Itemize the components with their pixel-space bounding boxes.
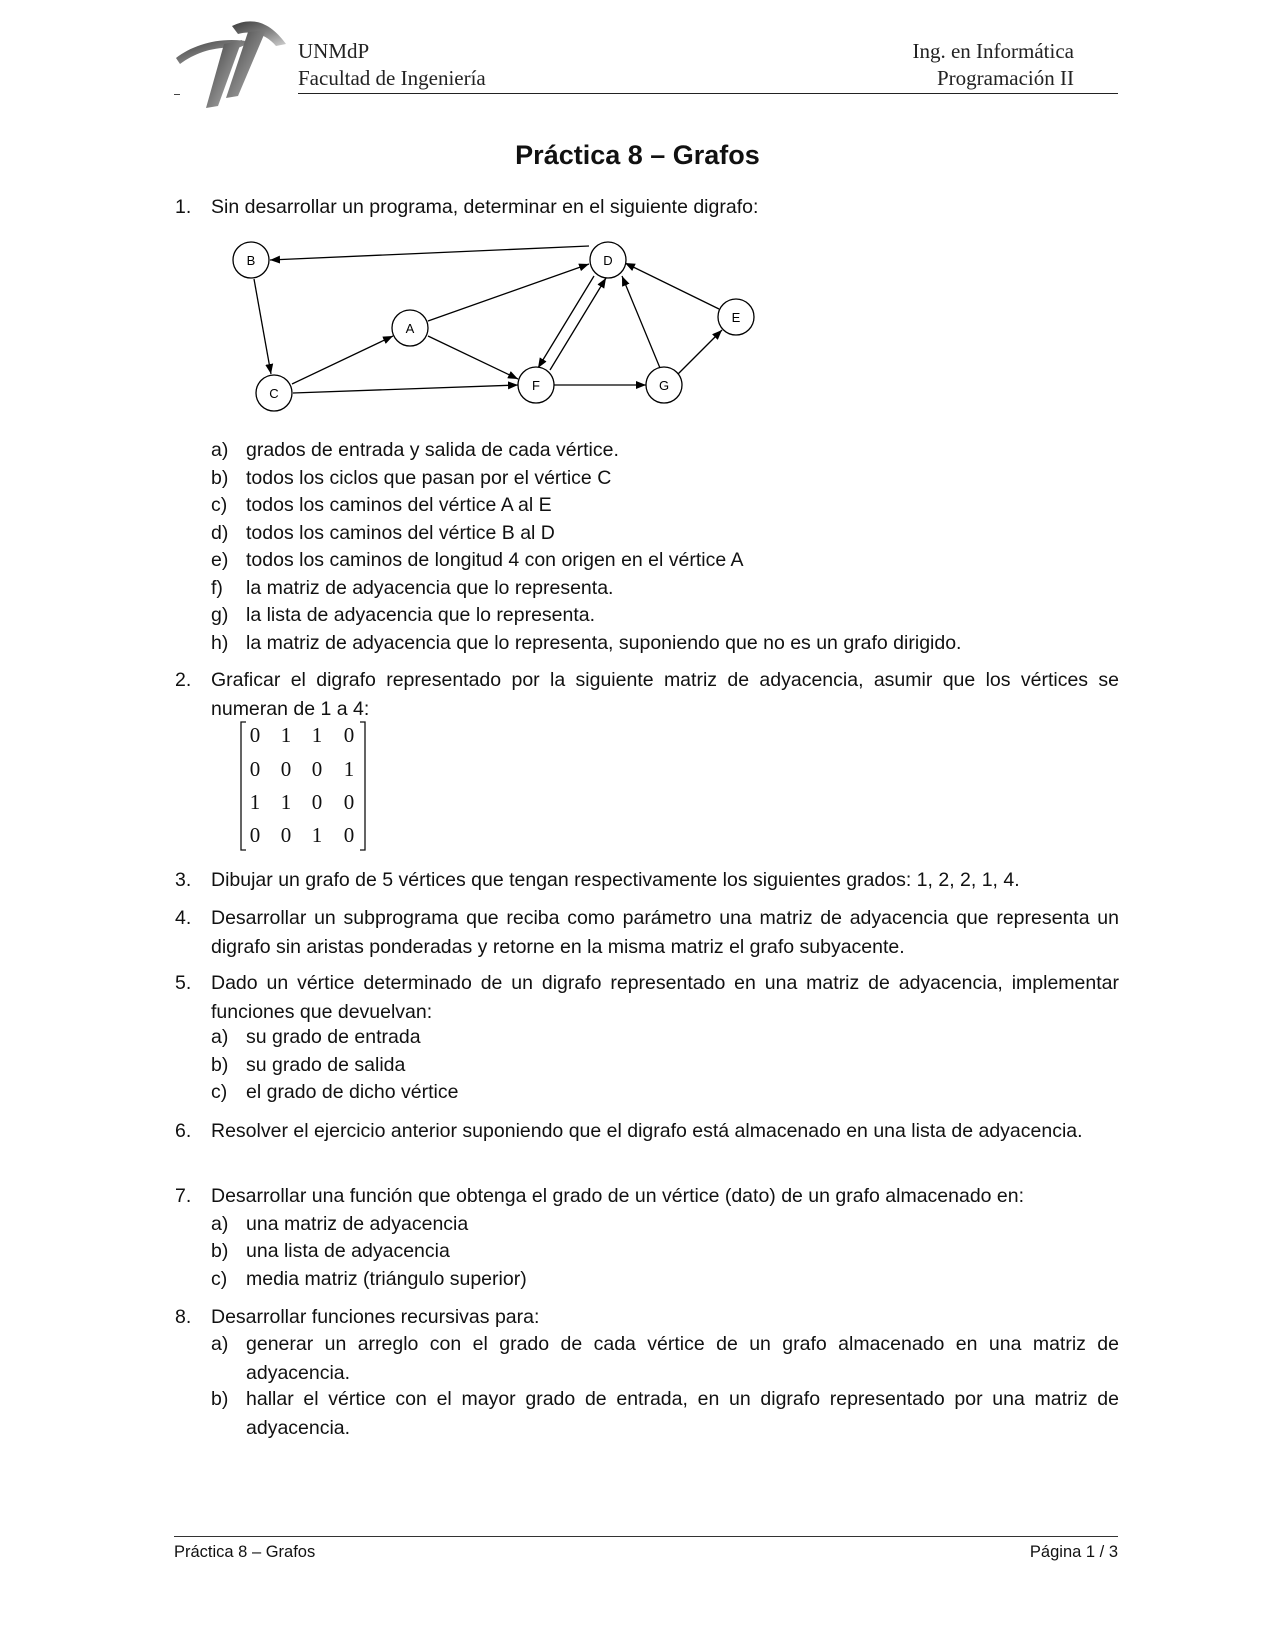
edge-d-f: [538, 276, 594, 368]
matrix-cell: 1: [249, 790, 261, 814]
matrix-cell: 0: [343, 723, 355, 747]
exercise-text: Resolver el ejercicio anterior suponiendo que el digrafo está almacenado en una lista de adyacencia.: [211, 1120, 1083, 1142]
matrix-cell: 0: [249, 757, 261, 781]
header-tick: [174, 94, 180, 95]
list-item: a) grados de entrada y salida de cada vértice.: [211, 439, 619, 461]
list-item: c) todos los caminos del vértice A al E: [211, 494, 552, 516]
matrix-cell: 0: [280, 823, 292, 847]
exercise-number: 4.: [175, 907, 192, 929]
exercise-number: 5.: [175, 972, 192, 994]
page-title: Práctica 8 – Grafos: [515, 140, 760, 170]
digraph-figure: [225, 235, 770, 420]
svg-text:C: C: [269, 386, 279, 401]
matrix-cell: 1: [280, 723, 292, 747]
list-item: a) generar un arreglo con el grado de cada vértice de un grafo almacenado en una matriz de adyacencia.: [211, 1333, 1119, 1384]
footer-page-number: Página 1 / 3: [1029, 1543, 1118, 1561]
list-item: d) todos los caminos del vértice B al D: [211, 521, 555, 544]
list-item: h) la matriz de adyacencia que lo representa, suponiendo que no es un grafo dirigido.: [211, 631, 962, 654]
matrix-cell: 1: [311, 823, 323, 847]
header-rule: [298, 93, 1118, 94]
list-item: a) su grado de entrada: [211, 1026, 421, 1048]
list-item: b) hallar el vértice con el mayor grado de entrada, en un digrafo representado por una matriz de adyacencia.: [211, 1388, 1119, 1439]
edge-f-d: [550, 278, 606, 370]
list-item: b) todos los ciclos que pasan por el vértice C: [211, 466, 612, 489]
matrix-cell: 1: [343, 757, 355, 781]
list-item: b) una lista de adyacencia: [211, 1240, 450, 1262]
vertex-f: [518, 367, 554, 403]
adjacency-matrix: [238, 719, 368, 853]
exercise-6: [175, 1117, 1119, 1146]
vertex-c: [256, 375, 292, 411]
exercise-number: 6.: [175, 1120, 192, 1142]
matrix-cell: 1: [280, 790, 292, 814]
exercise-number: 7.: [175, 1185, 192, 1207]
edge-a-d: [428, 264, 589, 321]
page-header: [174, 14, 1118, 114]
matrix-cell: 0: [343, 790, 355, 814]
list-item: c) el grado de dicho vértice: [211, 1081, 459, 1103]
list-item: g) la lista de adyacencia que lo representa.: [211, 604, 596, 626]
exercise-5: [175, 969, 1119, 1026]
exercise-4: [175, 904, 1119, 961]
exercise-number: 3.: [175, 869, 192, 891]
matrix-cell: 0: [311, 757, 323, 781]
edge-e-d: [625, 263, 719, 309]
list-item: e) todos los caminos de longitud 4 con origen en el vértice A: [211, 549, 744, 571]
vertex-a: [392, 310, 428, 346]
edge-g-d: [622, 276, 660, 368]
exercise-7: [175, 1182, 1119, 1211]
header-course: Programación II: [936, 66, 1074, 90]
matrix-cell: 0: [280, 757, 292, 781]
edge-g-e: [678, 330, 722, 374]
matrix-cell: 0: [249, 723, 261, 747]
exercise-number: 1.: [175, 196, 192, 218]
footer-title: Práctica 8 – Grafos: [174, 1543, 316, 1561]
footer-rule: [174, 1536, 1118, 1537]
svg-text:A: A: [405, 321, 415, 336]
exercise-1: [175, 193, 1119, 222]
exercise-text: Dibujar un grafo de 5 vértices que tengan respectivamente los siguientes grados: 1, 2, 2, 1, 4.: [211, 869, 1020, 891]
vertex-e: [718, 299, 754, 335]
list-item: f) la matriz de adyacencia que lo representa.: [211, 576, 614, 599]
svg-text:B: B: [246, 253, 256, 268]
header-faculty: Facultad de Ingeniería: [298, 66, 486, 90]
header-left: [298, 38, 486, 92]
matrix-cell: 0: [343, 823, 355, 847]
exercise-text: Desarrollar un subprograma que reciba como parámetro una matriz de adyacencia que representa un digrafo sin aristas ponderadas y retorne en la misma matriz el grafo subyacente.: [211, 907, 1119, 958]
exercise-text: Desarrollar funciones recursivas para:: [211, 1306, 540, 1328]
svg-text:D: D: [603, 253, 613, 268]
matrix-cell: 1: [311, 723, 323, 747]
list-item: a) una matriz de adyacencia: [211, 1212, 469, 1235]
exercise-number: 8.: [175, 1306, 192, 1328]
exercise-2: [175, 666, 1119, 723]
exercise-text: Graficar el digrafo representado por la siguiente matriz de adyacencia, asumir que los vértices se numeran de 1 a 4:: [211, 669, 1119, 720]
header-university: UNMdP: [298, 39, 370, 63]
list-item: c) media matriz (triángulo superior): [211, 1267, 527, 1290]
header-right: [912, 38, 1074, 92]
edge-c-f: [293, 385, 518, 393]
header-career: Ing. en Informática: [912, 39, 1074, 63]
edge-a-f: [428, 336, 518, 379]
edge-b-c: [254, 279, 271, 374]
vertex-b: [233, 242, 269, 278]
university-logo-icon: [174, 14, 294, 114]
vertex-d: [590, 242, 626, 278]
matrix-cell: 0: [249, 823, 261, 847]
svg-text:G: G: [658, 378, 670, 393]
exercise-3: [175, 866, 1119, 895]
matrix-cell: 0: [311, 790, 323, 814]
vertex-g: [646, 367, 682, 403]
edge-d-b: [270, 246, 589, 260]
svg-text:F: F: [532, 378, 540, 393]
exercise-text: Dado un vértice determinado de un digrafo representado en una matriz de adyacencia, implementar funciones que devuelvan:: [211, 972, 1119, 1023]
edge-c-a: [292, 336, 393, 384]
svg-text:E: E: [731, 310, 741, 325]
exercise-text: Sin desarrollar un programa, determinar en el siguiente digrafo:: [211, 196, 759, 218]
exercise-8: [175, 1303, 1119, 1332]
exercise-number: 2.: [175, 669, 192, 691]
list-item: b) su grado de salida: [211, 1053, 406, 1076]
exercise-text: Desarrollar una función que obtenga el grado de un vértice (dato) de un grafo almacenado en:: [211, 1185, 1025, 1207]
